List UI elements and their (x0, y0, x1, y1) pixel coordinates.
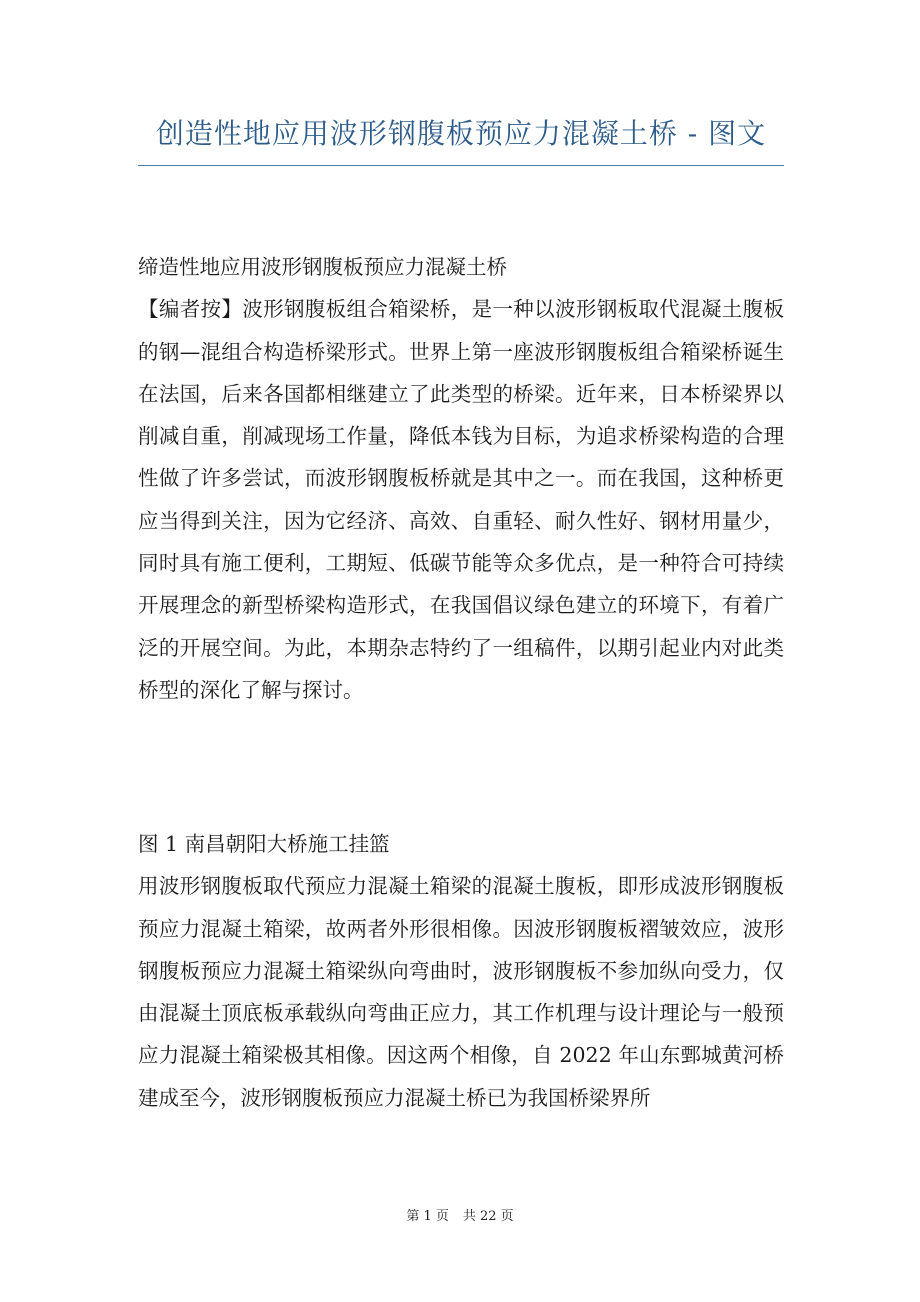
article-subtitle: 缔造性地应用波形钢腹板预应力混凝土桥 (138, 255, 507, 279)
document-title: 创造性地应用波形钢腹板预应力混凝土桥 - 图文 (155, 117, 767, 150)
body-paragraph: 用波形钢腹板取代预应力混凝土箱梁的混凝土腹板，即形成波形钢腹板预应力混凝土箱梁，故两者外形很相像。因波形钢腹板褶皱效应，波形钢腹板预应力混凝土箱梁纵向弯曲时，波形钢腹板不参加纵向受力，仅由混凝土顶底板承载纵向弯曲正应力，其工作机理与设计理论与一般预应力混凝土箱梁极其相像。因这两个相像，自 2022 年山东鄄城黄河桥建成至今，波形钢腹板预应力混凝土桥已为我国桥梁界所 (138, 874, 784, 1110)
page-footer (0, 1208, 920, 1226)
main-block (138, 823, 784, 1119)
page-total: 共 22 页 (462, 1209, 514, 1224)
intro-block (138, 246, 784, 711)
figure-caption: 图 1 南昌朝阳大桥施工挂篮 (138, 832, 390, 856)
page-number: 第 1 页 (406, 1209, 449, 1224)
title-underline (138, 165, 784, 166)
editor-note-paragraph: 【编者按】波形钢腹板组合箱梁桥，是一种以波形钢板取代混凝土腹板的钢—混组合构造桥梁形式。世界上第一座波形钢腹板组合箱梁桥诞生在法国，后来各国都相继建立了此类型的桥梁。近年来，日本桥梁界以削减自重，削减现场工作量，降低本钱为目标，为追求桥梁构造的合理性做了许多尝试，而波形钢腹板桥就是其中之一。而在我国，这种桥更应当得到关注，因为它经济、高效、自重轻、耐久性好、钢材用量少，同时具有施工便利，工期短、低碳节能等众多优点，是一种符合可持续开展理念的新型桥梁构造形式，在我国倡议绿色建立的环境下，有着广泛的开展空间。为此，本期杂志特约了一组稿件，以期引起业内对此类桥型的深化了解与探讨。 (138, 297, 784, 702)
